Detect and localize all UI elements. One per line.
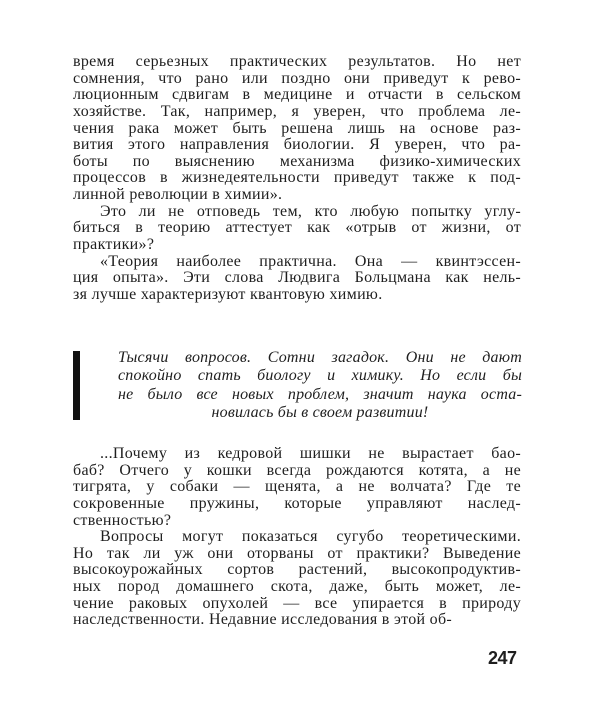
text-line: боты по выяснению механизма физико-химических: [73, 153, 521, 170]
quote-bar: [73, 351, 80, 420]
quote-line: Тысячи вопросов. Сотни загадок. Они не дают: [118, 349, 522, 366]
quote-line: новилась бы в своем развитии!: [211, 404, 429, 422]
bottom-text-block: [73, 446, 521, 629]
text-line: тигрята, у собаки — щенята, а не волчата? Где те: [73, 479, 521, 496]
text-line: хозяйстве. Так, например, я уверен, что проблема ле-: [73, 103, 521, 120]
quote-line: спокойно спать биологу и химику. Но если бы: [118, 367, 522, 385]
text-line: ных пород домашнего скота, даже, быть может, ле-: [73, 579, 521, 596]
text-line: вития этого направления биологии. Я уверен, что ра-: [73, 137, 521, 154]
quote-text: [118, 349, 522, 423]
text-line: Но так ли уж они оторваны от практики? Выведение: [73, 545, 521, 562]
text-line: ...Почему из кедровой шишки не вырастает бао-: [100, 446, 521, 462]
pull-quote: [73, 349, 522, 423]
top-text-block: [73, 54, 521, 304]
paragraph: [73, 254, 521, 304]
text-line: сокровенные пружины, которые управляют наслед-: [73, 495, 521, 512]
text-line: ственностью?: [73, 511, 172, 529]
text-line: сомнения, что рано или поздно они приведут к рево-: [73, 70, 521, 87]
text-line: процессов в жизнедеятельности приведут также к под-: [73, 170, 521, 187]
text-line: чение раковых опухолей — все упирается в природу: [73, 595, 521, 612]
paragraph: [73, 204, 521, 254]
text-line: ция опыта». Эти слова Людвига Больцмана как нель-: [73, 270, 521, 287]
text-line: время серьезных практических результатов. Но нет: [73, 54, 521, 70]
text-line: зя лучше характеризуют квантовую химию.: [73, 285, 383, 303]
paragraph: [73, 529, 521, 629]
page-number: 247: [488, 648, 517, 668]
text-line: Это ли не отповедь тем, кто любую попытку углу-: [100, 203, 521, 220]
text-line: линной революции в химии».: [73, 186, 283, 204]
text-line: наследственности. Недавние исследования в этой об-: [73, 611, 453, 629]
text-line: высокоурожайных сортов растений, высокопродуктив-: [73, 562, 521, 579]
text-line: люционным сдвигам в медицине и отчасти в сельском: [73, 87, 521, 104]
text-line: «Теория наиболее практична. Она — квинтэссен-: [100, 253, 521, 270]
paragraph: [73, 446, 521, 529]
text-line: практики»?: [73, 236, 155, 254]
text-line: чения рака может быть решена лишь на основе раз-: [73, 120, 521, 137]
paragraph: [73, 54, 521, 204]
text-line: биться в теорию аттестует как «отрыв от жизни, от: [73, 220, 521, 237]
quote-line: не было все новых проблем, значит наука оста-: [118, 385, 522, 403]
text-line: баб? Отчего у кошки всегда рождаются котята, а не: [73, 462, 521, 479]
text-line: Вопросы могут показаться сугубо теоретическими.: [100, 529, 521, 546]
